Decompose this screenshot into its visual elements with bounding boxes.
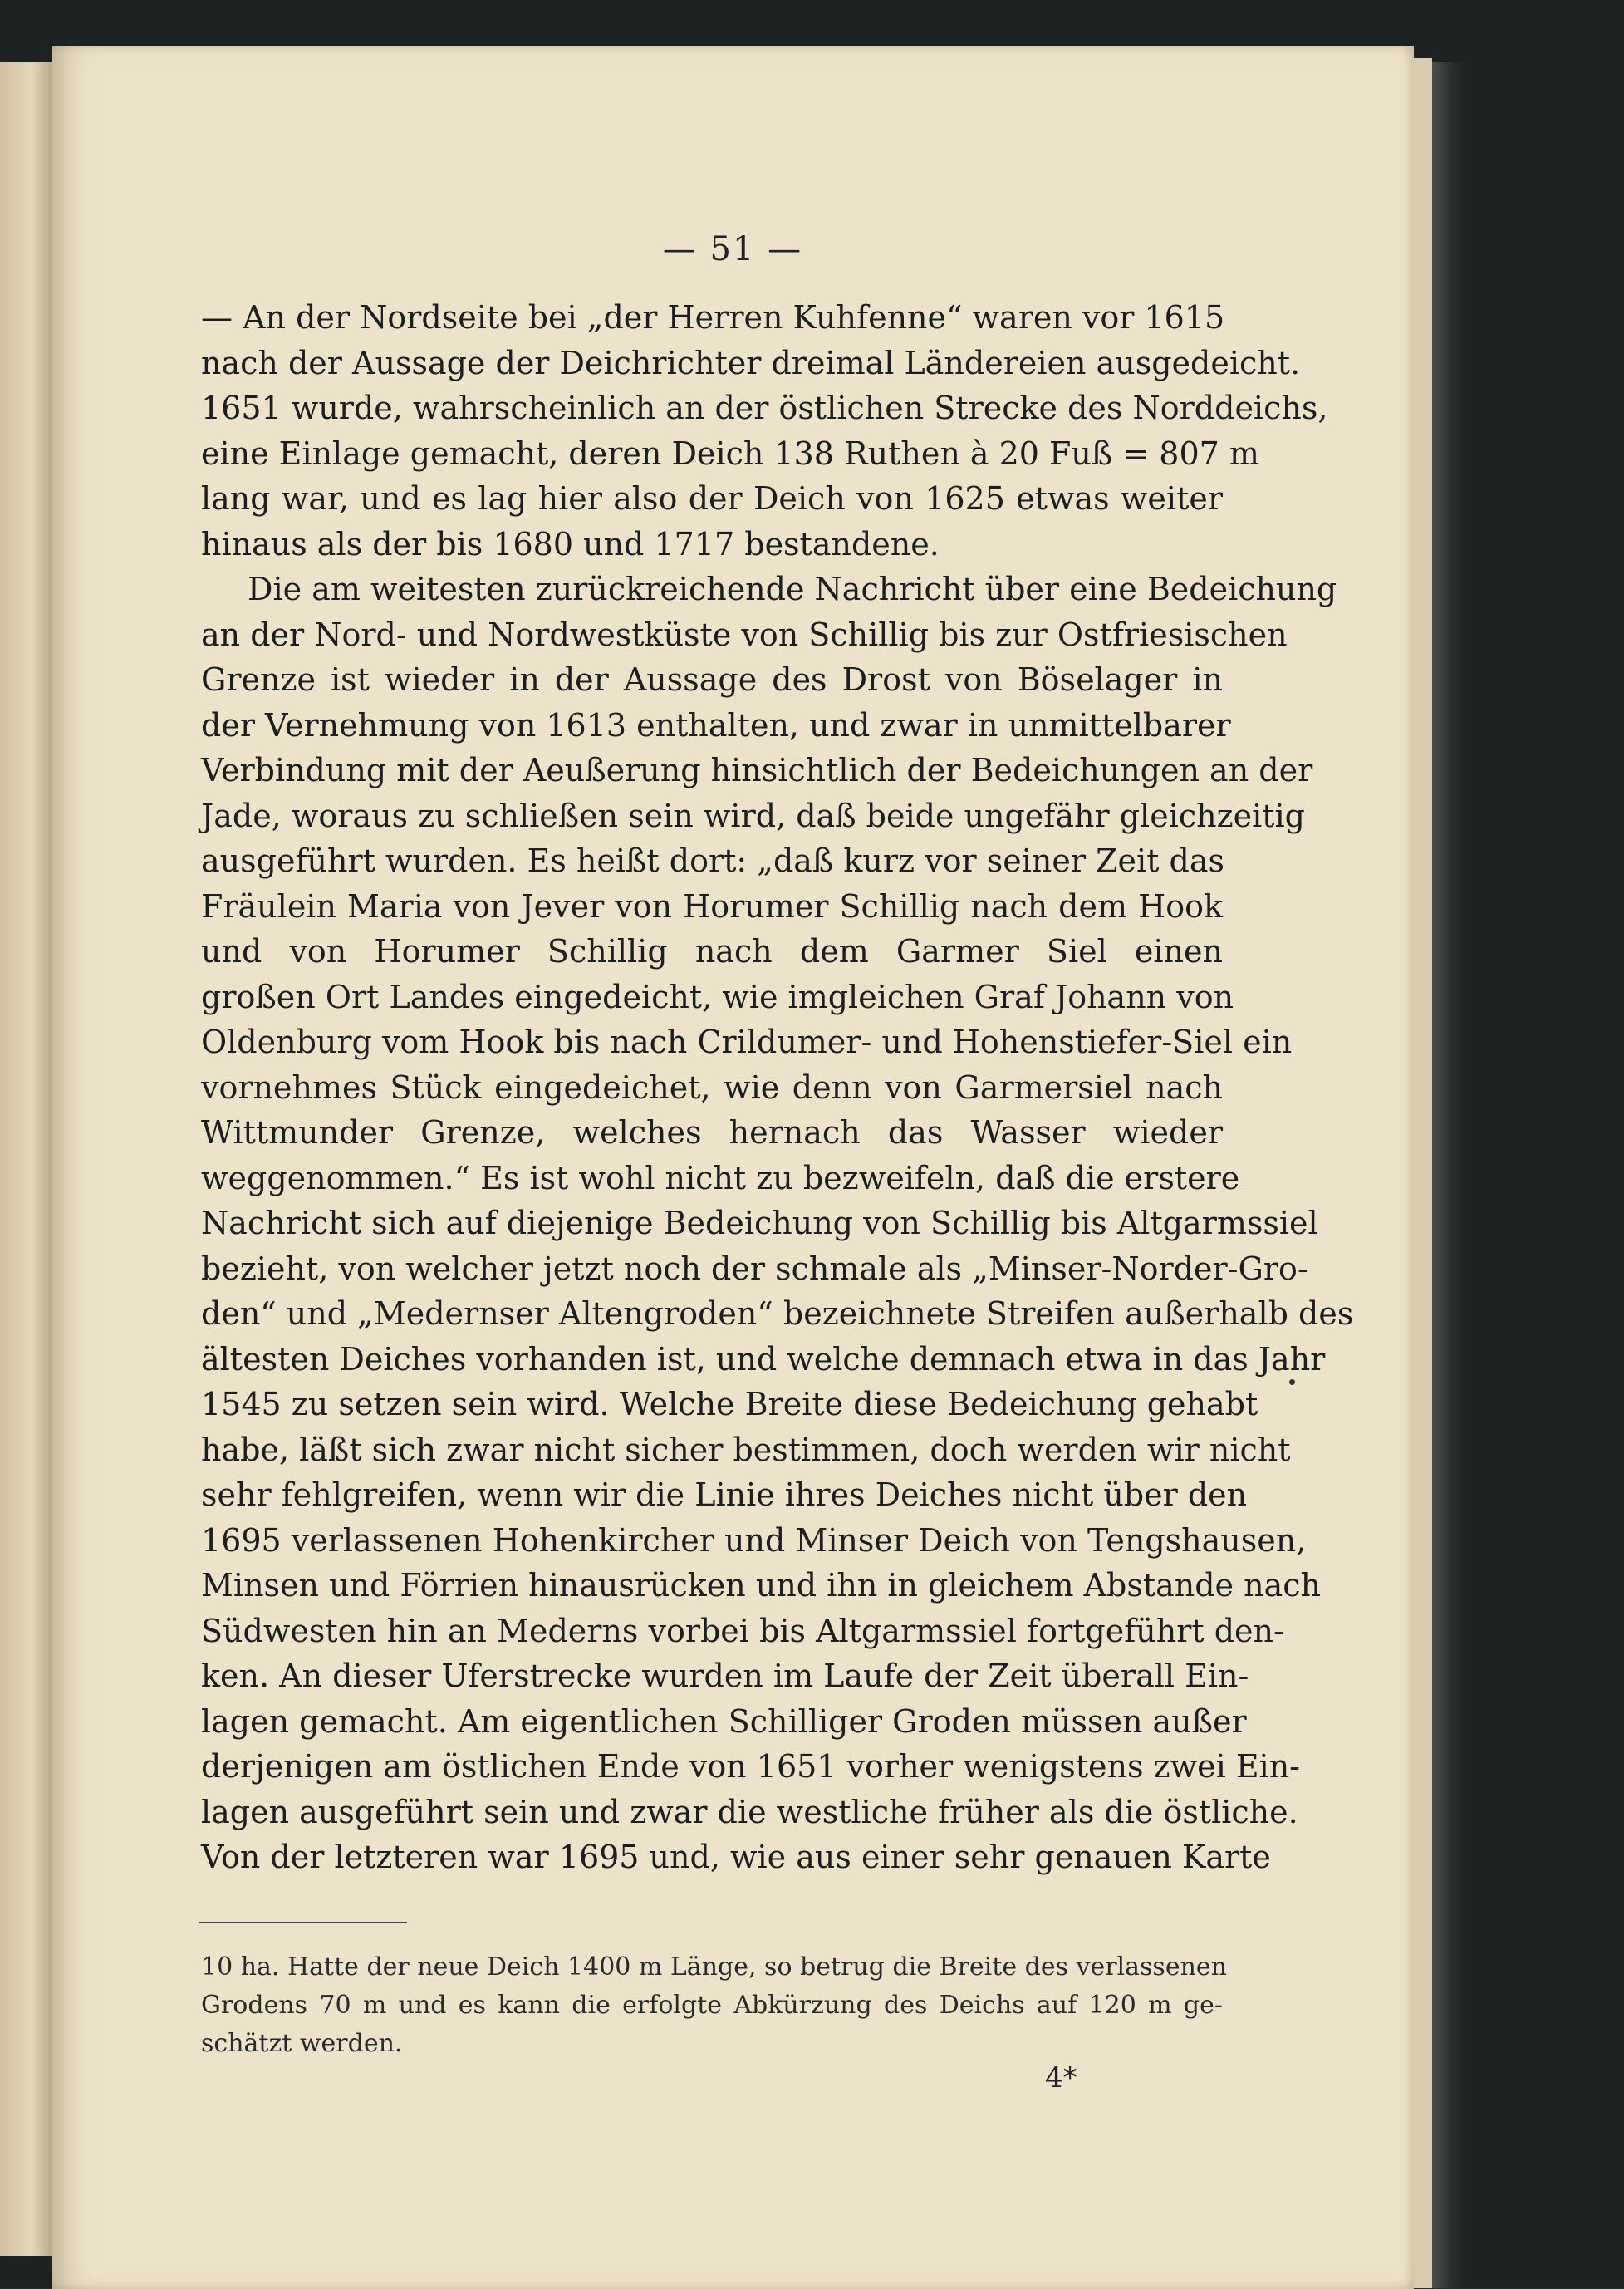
text-line: lang war, und es lag hier also der Deich von 1625 etwas weiter	[201, 480, 1223, 517]
text-line: Von der letzteren war 1695 und, wie aus einer sehr genauen Karte	[201, 1839, 1271, 1875]
book-page	[52, 46, 1414, 2289]
footnote-line: 10 ha. Hatte der neue Deich 1400 m Länge, so betrug die Breite des verlassenen	[201, 1953, 1227, 1982]
text-line: — An der Nordseite bei „der Herren Kuhfenne“ waren vor 1615	[201, 299, 1225, 336]
footnote-divider	[199, 1922, 407, 1923]
text-line: 1545 zu setzen sein wird. Welche Breite diese Bedeichung gehabt	[201, 1386, 1258, 1422]
text-line: 1651 wurde, wahrscheinlich an der östlichen Strecke des Norddeichs,	[201, 390, 1328, 426]
text-line: ausgeführt wurden. Es heißt dort: „daß kurz vor seiner Zeit das	[201, 842, 1224, 879]
text-line: bezieht, von welcher jetzt noch der schmale als „Minser-Norder-Gro-	[201, 1250, 1308, 1287]
text-line: Wittmunder Grenze, welches hernach das Wasser wieder	[201, 1114, 1223, 1151]
text-line: derjenigen am östlichen Ende von 1651 vorher wenigstens zwei Ein-	[201, 1748, 1301, 1785]
text-line: ken. An dieser Uferstrecke wurden im Laufe der Zeit überall Ein-	[201, 1658, 1249, 1694]
text-line: Minsen und Förrien hinausrücken und ihn in gleichem Abstande nach	[201, 1567, 1321, 1604]
text-line: Grenze ist wieder in der Aussage des Drost von Böselager in	[201, 661, 1223, 698]
text-line: den“ und „Medernser Altengroden“ bezeichnete Streifen außerhalb des	[201, 1295, 1354, 1332]
text-line: Die am weitesten zurückreichende Nachricht über eine Bedeichung	[248, 571, 1337, 607]
text-line: habe, läßt sich zwar nicht sicher bestimmen, doch werden wir nicht	[201, 1431, 1291, 1468]
text-line: Verbindung mit der Aeußerung hinsichtlich der Bedeichungen an der	[201, 752, 1313, 788]
text-line: nach der Aussage der Deichrichter dreimal Ländereien ausgedeicht.	[201, 344, 1301, 381]
text-line: Nachricht sich auf diejenige Bedeichung von Schillig bis Altgarmssiel	[201, 1205, 1318, 1241]
text-line: eine Einlage gemacht, deren Deich 138 Ruthen à 20 Fuß = 807 m	[201, 435, 1259, 472]
footnote-line: Grodens 70 m und es kann die erfolgte Abkürzung des Deichs auf 120 m ge-	[201, 1991, 1223, 2020]
text-line: hinaus als der bis 1680 und 1717 bestandene.	[201, 525, 940, 562]
text-line: sehr fehlgreifen, wenn wir die Linie ihres Deiches nicht über den	[201, 1476, 1248, 1513]
page-number-header: — 51 —	[662, 230, 803, 268]
text-line: der Vernehmung von 1613 enthalten, und zwar in unmittelbarer	[201, 706, 1231, 744]
text-line: Jade, woraus zu schließen sein wird, daß beide ungefähr gleichzeitig	[201, 797, 1305, 834]
text-line: ältesten Deiches vorhanden ist, und welche demnach etwa in das Jahr	[201, 1340, 1326, 1378]
footnote-line: schätzt werden.	[201, 2029, 403, 2058]
text-line: Südwesten hin an Mederns vorbei bis Altgarmssiel fortgeführt den-	[201, 1612, 1284, 1649]
text-line: weggenommen.“ Es ist wohl nicht zu bezweifeln, daß die erstere	[201, 1159, 1240, 1196]
text-line: 1695 verlassenen Hohenkircher und Minser Deich von Tengshausen,	[201, 1521, 1307, 1559]
text-line: vornehmes Stück eingedeichet, wie denn von Garmersiel nach	[201, 1068, 1223, 1106]
text-line: an der Nord- und Nordwestküste von Schillig bis zur Ostfriesischen	[201, 616, 1288, 653]
text-line: Fräulein Maria von Jever von Horumer Schillig nach dem Hook	[201, 887, 1223, 925]
text-line: lagen gemacht. Am eigentlichen Schilliger Groden müssen außer	[201, 1702, 1247, 1740]
text-line: großen Ort Landes eingedeicht, wie imgleichen Graf Johann von	[201, 978, 1234, 1015]
book-cover-edge	[1432, 62, 1465, 2288]
footnote	[201, 1948, 1227, 2063]
text-line: lagen ausgeführt sein und zwar die westliche früher als die östliche.	[201, 1793, 1298, 1830]
signature-mark: 4*	[1045, 2061, 1077, 2095]
text-line: und von Horumer Schillig nach dem Garmer Siel einen	[201, 933, 1223, 970]
page-edge	[1414, 58, 1432, 2288]
body-text	[201, 295, 1354, 1880]
previous-page-edge	[0, 62, 52, 2256]
text-line: Oldenburg vom Hook bis nach Crildumer- und Hohenstiefer-Siel ein	[201, 1024, 1293, 1060]
ink-speck	[1289, 1379, 1295, 1385]
